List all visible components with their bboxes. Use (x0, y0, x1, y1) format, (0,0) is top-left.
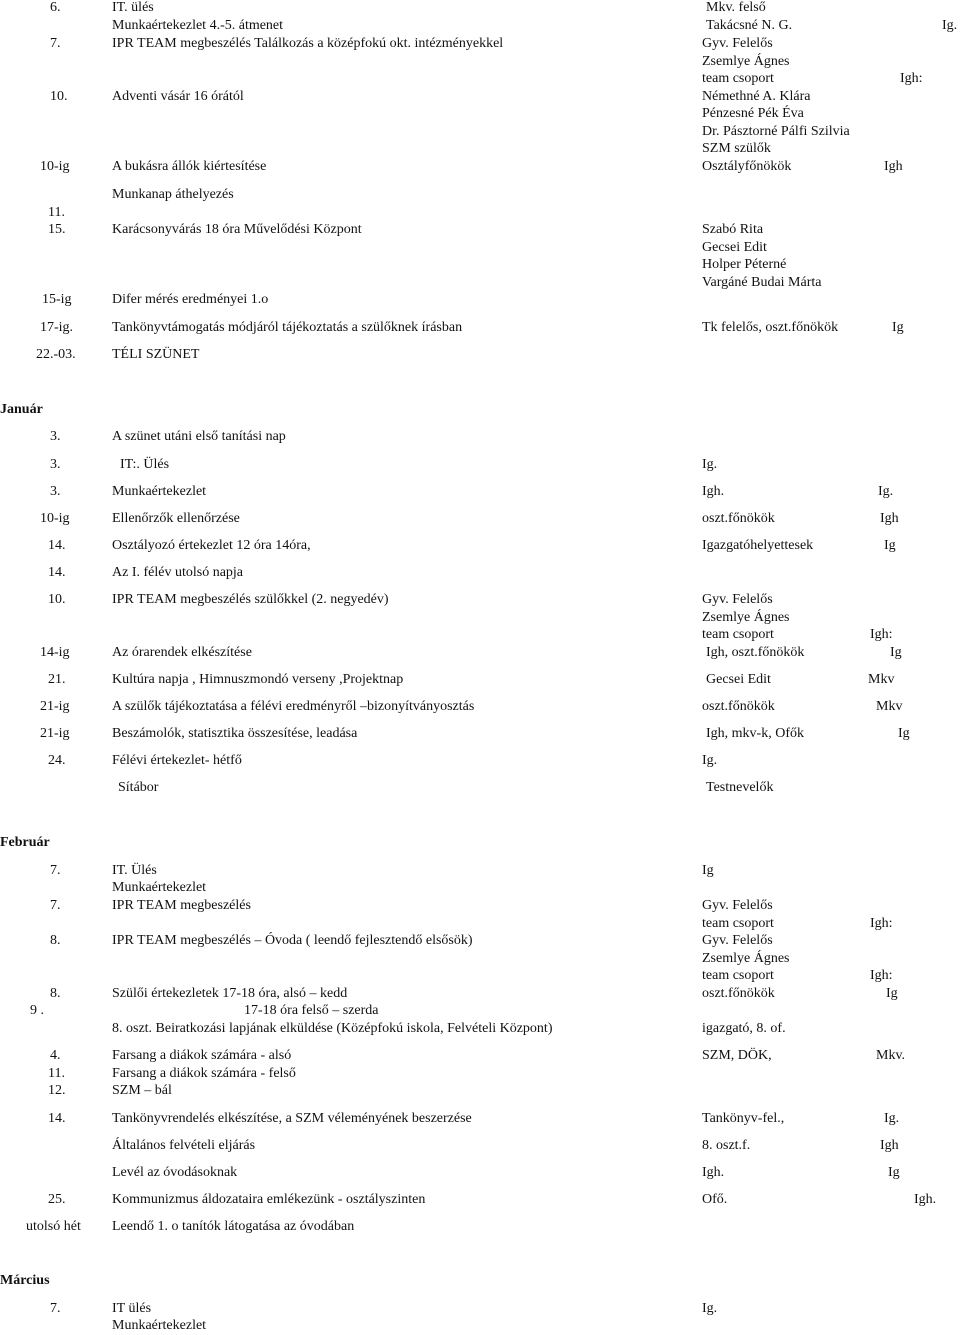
row-responsible: Igh, mkv-k, Ofők (706, 726, 804, 741)
month-heading-february: Február (0, 835, 50, 850)
row-date: 8. (50, 986, 61, 1001)
row-responsible: Osztályfőnökök (702, 159, 792, 174)
row-event: A bukásra állók kiértesítése (112, 159, 267, 174)
row-responsible: Dr. Pásztorné Pálfi Szilvia (702, 124, 850, 139)
row-date: 14. (48, 538, 66, 553)
row-event: Osztályozó értekezlet 12 óra 14óra, (112, 538, 311, 553)
row-supervisor: Ig (890, 645, 902, 660)
row-date: 14. (48, 565, 66, 580)
row-responsible: Zsemlye Ágnes (702, 951, 790, 966)
row-event: IT:. Ülés (120, 457, 170, 472)
row-date: 11. (48, 205, 65, 220)
row-responsible: Igh. (702, 484, 725, 499)
row-supervisor: Igh (880, 511, 899, 526)
row-date: 15. (48, 222, 66, 237)
row-supervisor: Igh: (870, 968, 893, 983)
row-date: 14. (48, 1111, 66, 1126)
row-event: Munkaértekezlet (112, 484, 207, 499)
row-date: 9 . (30, 1003, 44, 1018)
row-date: 17-ig. (40, 320, 74, 335)
row-event: Farsang a diákok számára - felső (112, 1066, 296, 1081)
row-event: TÉLI SZÜNET (112, 347, 200, 362)
row-supervisor: Ig (884, 538, 896, 553)
row-date: 21-ig (40, 726, 70, 741)
row-date: 21-ig (40, 699, 70, 714)
row-supervisor: Igh: (870, 627, 893, 642)
row-responsible: Gecsei Edit (702, 240, 767, 255)
row-event: IT ülés (112, 1301, 152, 1316)
row-event: Munkaértekezlet 4.-5. átmenet (112, 18, 284, 33)
row-date: 10-ig (40, 511, 70, 526)
row-responsible: Igazgatóhelyettesek (702, 538, 814, 553)
row-date: 3. (50, 484, 61, 499)
row-responsible: Ig. (702, 753, 718, 768)
row-responsible: Holper Péterné (702, 257, 787, 272)
row-event: IPR TEAM megbeszélés – Óvoda ( leendő fejlesztendő elsősök) (112, 933, 473, 948)
row-responsible: Gyv. Felelős (702, 898, 773, 913)
row-date: 11. (48, 1066, 65, 1081)
row-event: IPR TEAM megbeszélés szülőkkel (2. negyedév) (112, 592, 389, 607)
row-event: Munkaértekezlet (112, 880, 207, 895)
row-date: 14-ig (40, 645, 70, 660)
row-responsible: Vargáné Budai Márta (702, 275, 822, 290)
row-date: 25. (48, 1192, 66, 1207)
row-responsible: Némethné A. Klára (702, 89, 811, 104)
row-responsible: SZM szülők (702, 141, 771, 156)
row-date: 7. (50, 1301, 61, 1316)
row-event: IPR TEAM megbeszélés (112, 898, 251, 913)
row-event: Félévi értekezlet- hétfő (112, 753, 242, 768)
row-responsible: team csoport (702, 627, 774, 642)
row-responsible: Igh. (702, 1165, 725, 1180)
row-supervisor: Ig (892, 320, 904, 335)
row-supervisor: Igh: (870, 916, 893, 931)
row-responsible: igazgató, 8. of. (702, 1021, 786, 1036)
row-event: 17-18 óra felső – szerda (244, 1003, 379, 1018)
row-event: IPR TEAM megbeszélés Találkozás a középfokú okt. intézményekkel (112, 36, 504, 51)
row-date: 24. (48, 753, 66, 768)
row-supervisor: Ig (898, 726, 910, 741)
row-date: 10-ig (40, 159, 70, 174)
row-date: utolsó hét (26, 1219, 81, 1234)
row-responsible: Zsemlye Ágnes (702, 610, 790, 625)
row-event: Munkaértekezlet (112, 1318, 207, 1333)
row-supervisor: Ig. (878, 484, 894, 499)
row-supervisor: Igh (880, 1138, 899, 1153)
row-supervisor: Ig (888, 1165, 900, 1180)
row-responsible: SZM, DÖK, (702, 1048, 772, 1063)
row-supervisor: Igh. (914, 1192, 937, 1207)
row-responsible: Igh, oszt.főnökök (706, 645, 805, 660)
row-event: A szülők tájékoztatása a félévi eredményről –bizonyítványosztás (112, 699, 475, 714)
row-responsible: team csoport (702, 916, 774, 931)
row-responsible: Szabó Rita (702, 222, 764, 237)
row-event: Munkanap áthelyezés (112, 187, 234, 202)
row-responsible: Mkv. felső (706, 0, 766, 15)
row-date: 8. (50, 933, 61, 948)
row-responsible: Tk felelős, oszt.főnökök (702, 320, 839, 335)
row-date: 6. (50, 0, 61, 15)
row-event: Karácsonyvárás 18 óra Művelődési Központ (112, 222, 362, 237)
row-event: Adventi vásár 16 órától (112, 89, 244, 104)
row-responsible: Gecsei Edit (706, 672, 771, 687)
row-responsible: Tankönyv-fel., (702, 1111, 785, 1126)
row-supervisor: Igh: (900, 71, 923, 86)
row-event: Kultúra napja , Himnuszmondó verseny ,Projektnap (112, 672, 404, 687)
row-supervisor: Mkv (876, 699, 903, 714)
row-responsible: Gyv. Felelős (702, 592, 773, 607)
row-event: Tankönyvrendelés elkészítése, a SZM véleményének beszerzése (112, 1111, 472, 1126)
row-date: 15-ig (42, 292, 72, 307)
row-date: 7. (50, 36, 61, 51)
row-supervisor: Ig (886, 986, 898, 1001)
row-event: Kommunizmus áldozataira emlékezünk - osztályszinten (112, 1192, 426, 1207)
month-heading-march: Március (0, 1273, 50, 1288)
row-date: 7. (50, 863, 61, 878)
row-event: A szünet utáni első tanítási nap (112, 429, 286, 444)
row-event: Leendő 1. o tanítók látogatása az óvodában (112, 1219, 355, 1234)
row-date: 12. (48, 1083, 66, 1098)
row-event: Tankönyvtámogatás módjáról tájékoztatás a szülőknek írásban (112, 320, 463, 335)
row-supervisor: Igh (884, 159, 903, 174)
row-event: Levél az óvodásoknak (112, 1165, 238, 1180)
row-event: IT. ülés (112, 0, 154, 15)
row-date: 22.-03. (36, 347, 76, 362)
row-responsible: team csoport (702, 71, 774, 86)
row-event: SZM – bál (112, 1083, 172, 1098)
row-supervisor: Ig. (884, 1111, 900, 1126)
row-responsible: Ig. (702, 1301, 718, 1316)
row-event: Beszámolók, statisztika összesítése, leadása (112, 726, 358, 741)
row-responsible: oszt.főnökök (702, 986, 775, 1001)
row-responsible: Ig (702, 863, 714, 878)
row-event: 8. oszt. Beiratkozási lapjának elküldése (Középfokú iskola, Felvételi Központ) (112, 1021, 553, 1036)
row-responsible: Testnevelők (706, 780, 774, 795)
row-responsible: Ofő. (702, 1192, 728, 1207)
row-responsible: Zsemlye Ágnes (702, 54, 790, 69)
row-responsible: Ig. (702, 457, 718, 472)
row-supervisor: Ig. (942, 18, 958, 33)
row-supervisor: Mkv (868, 672, 895, 687)
row-date: 10. (50, 89, 68, 104)
row-event: Az I. félév utolsó napja (112, 565, 244, 580)
row-event: Farsang a diákok számára - alsó (112, 1048, 292, 1063)
row-responsible: Gyv. Felelős (702, 36, 773, 51)
row-responsible: 8. oszt.f. (702, 1138, 751, 1153)
row-date: 21. (48, 672, 66, 687)
row-event: Ellenőrzők ellenőrzése (112, 511, 240, 526)
row-event: Sítábor (118, 780, 159, 795)
row-responsible: Pénzesné Pék Éva (702, 106, 804, 121)
row-responsible: oszt.főnökök (702, 511, 775, 526)
month-heading-january: Január (0, 402, 43, 417)
row-event: Az órarendek elkészítése (112, 645, 252, 660)
row-responsible: oszt.főnökök (702, 699, 775, 714)
row-event: IT. Ülés (112, 863, 157, 878)
row-event: Difer mérés eredményei 1.o (112, 292, 269, 307)
row-event: Szülői értekezletek 17-18 óra, alsó – kedd (112, 986, 348, 1001)
row-date: 3. (50, 457, 61, 472)
row-responsible: team csoport (702, 968, 774, 983)
row-responsible: Gyv. Felelős (702, 933, 773, 948)
row-supervisor: Mkv. (876, 1048, 906, 1063)
row-responsible: Takácsné N. G. (706, 18, 793, 33)
row-date: 3. (50, 429, 61, 444)
row-date: 7. (50, 898, 61, 913)
row-event: Általános felvételi eljárás (112, 1138, 256, 1153)
row-date: 10. (48, 592, 66, 607)
row-date: 4. (50, 1048, 61, 1063)
